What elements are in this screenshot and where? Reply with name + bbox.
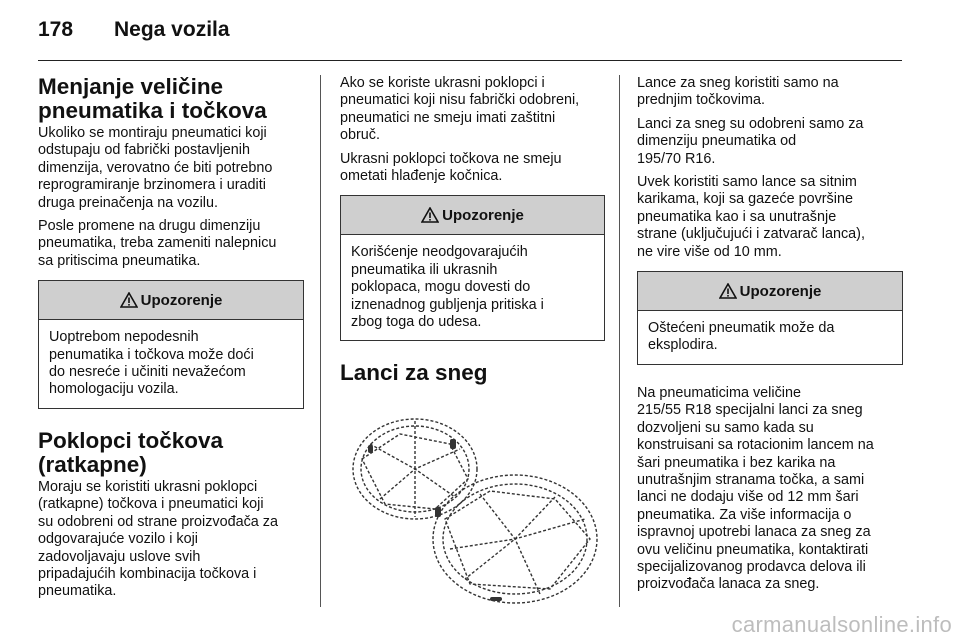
heading-snow-chains: Lanci za sneg [340,360,488,386]
paragraph-tire-size-1: Ukoliko se montiraju pneumatici koji odstupaju od fabrički postavljenih dimenzija, verovatno će biti potrebno reprogramiranje brzinomera i uraditi druga preinačenja na vozilu. [38,125,273,211]
warning-text: Uoptrebom nepodesnih penumatika i točkova može doći do nesreće i učiniti nevažećom homologaciju vozila. [49,329,254,398]
paragraph-chains-1: Lance za sneg koristiti samo na prednjim točkovima. [637,75,839,109]
column-3 [637,75,903,600]
snow-chains-illustration [340,399,605,614]
warning-text: Korišćenje neodgovarajućih pneumatika ili ukrasnih poklopaca, mogu dovesti do iznenadnog gubljenja pritiska i zbog toga do udesa. [351,244,544,331]
warning-triangle-icon [120,292,138,308]
column-1 [38,75,304,607]
column-2 [340,75,605,619]
heading-tire-size-change: Menjanje veličine pneumatika i točkova [38,74,267,123]
warning-box-1 [38,280,304,409]
warning-text: Oštećeni pneumatik može da eksplodira. [648,320,835,354]
warning-title: Upozorenje [140,291,223,309]
warning-header [638,272,902,311]
warning-box-3 [637,271,903,365]
column-divider-2 [619,75,620,607]
column-divider-1 [320,75,321,607]
section-title: Nega vozila [114,18,230,41]
watermark: carmanualsonline.info [731,612,952,637]
paragraph-chains-2: Lanci za sneg su odobreni samo za dimenziju pneumatika od 195/70 R16. [637,115,864,167]
paragraph-hubcaps-3: Ukrasni poklopci točkova ne smeju ometati hlađenje kočnica. [340,150,562,185]
paragraph-chains-4: Na pneumaticima veličine 215/55 R18 specijalni lanci za sneg dozvoljeni su samo kada su konstruisani sa rotacionim lancem na šari pneumatika i bez karika na unutrašnjim stranama točka, a sami lanci ne dodaju više od 12 mm šari pneumatika. Za više informacija o ispravnoj upotrebi lanaca za sneg za ovu veličinu pneumatika, kontaktirati specijalizovanog prodavca delova ili proizvođača lanaca za sneg. [637,384,874,593]
paragraph-chains-3: Uvek koristiti samo lance sa sitnim karikama, koji sa gazeće površine pneumatika kao i sa unutrašnje strane (uključujući i zatvarač lanca), ne vire više od 10 mm. [637,174,865,260]
warning-box-2 [340,195,605,341]
warning-header [39,281,303,320]
paragraph-tire-size-2: Posle promene na drugu dimenziju pneumatika, treba zameniti nalepnicu sa pritiscima pneumatika. [38,218,277,269]
paragraph-hubcaps-2: Ako se koriste ukrasni poklopci i pneumatici koji nisu fabrički odobreni, pneumatici ne smeju imati zaštitni obruč. [340,75,580,144]
page-number: 178 [38,18,74,41]
header-divider [38,60,902,61]
heading-hubcaps: Poklopci točkova (ratkapne) [38,427,224,477]
paragraph-hubcaps: Moraju se koristiti ukrasni poklopci (ratkapne) točkova i pneumatici koji su odobreni od strane proizvođača za odgovarajuće vozilo i koji zadovoljavaju uslove svih pripadajućih kombinacija točkova i pneumatika. [38,478,278,600]
warning-header [341,196,604,235]
warning-title: Upozorenje [739,282,822,300]
warning-title: Upozorenje [442,206,524,224]
warning-triangle-icon [421,207,439,223]
page-header [38,18,230,48]
warning-triangle-icon [719,283,737,299]
